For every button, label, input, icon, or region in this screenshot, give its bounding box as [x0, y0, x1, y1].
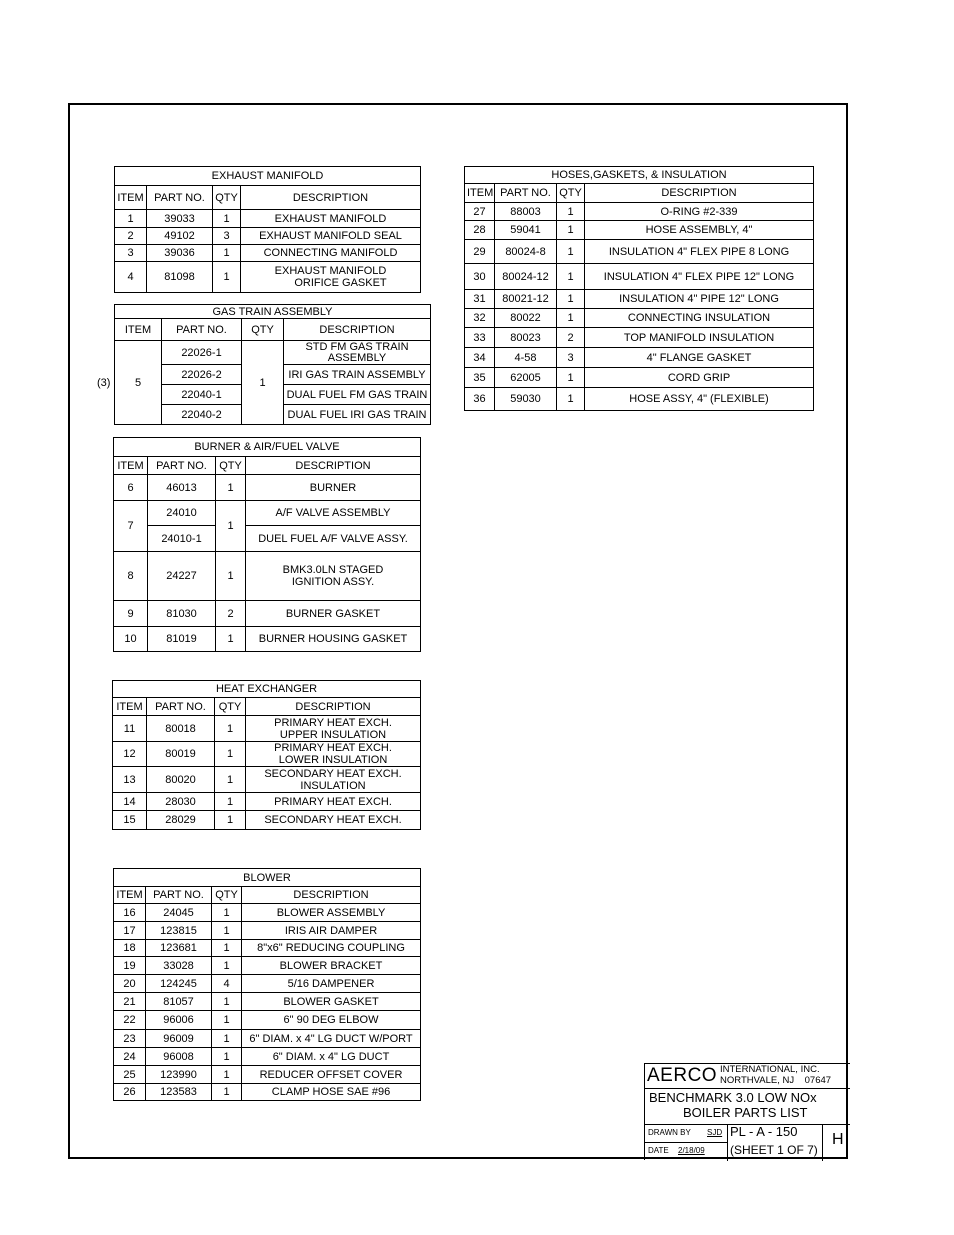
item-cell: 28 — [465, 221, 495, 240]
drawn-by-value: SJD — [707, 1128, 723, 1137]
col-header-item: ITEM — [115, 319, 162, 341]
part-cell: 96009 — [146, 1030, 212, 1048]
item-cell: 22 — [114, 1011, 146, 1030]
table-row — [115, 245, 421, 262]
table-row — [465, 388, 814, 411]
part-cell: 28030 — [147, 793, 215, 811]
table-row — [114, 526, 421, 552]
desc-cell: CONNECTING INSULATION — [585, 309, 814, 328]
desc-cell: 6" 90 DEG ELBOW — [242, 1011, 421, 1030]
desc-cell — [241, 262, 421, 293]
company-address — [720, 1064, 831, 1086]
heat-exchanger-table — [112, 680, 421, 830]
col-header-desc: DESCRIPTION — [246, 457, 421, 475]
qty-cell: 1 — [212, 1011, 242, 1030]
table-row — [465, 309, 814, 328]
drawn-by-label: DRAWN BY — [648, 1128, 691, 1137]
table-title: HEAT EXCHANGER — [113, 681, 421, 698]
col-header-desc: DESCRIPTION — [242, 887, 421, 904]
item-cell: 26 — [114, 1084, 146, 1101]
part-cell: 80022 — [495, 309, 557, 328]
desc-cell: REDUCER OFFSET COVER — [242, 1066, 421, 1084]
part-cell: 80019 — [147, 742, 215, 767]
drawing-title-line-1: BENCHMARK 3.0 LOW NOx — [649, 1090, 817, 1105]
col-header-desc: DESCRIPTION — [246, 698, 421, 716]
date-label: DATE — [648, 1146, 669, 1155]
item-cell: 15 — [113, 811, 147, 830]
qty-cell: 1 — [213, 245, 241, 262]
desc-cell — [246, 716, 421, 742]
col-header-qty: QTY — [216, 457, 246, 475]
part-cell: 80021-12 — [495, 290, 557, 309]
desc-cell: INSULATION 4" FLEX PIPE 12" LONG — [585, 264, 814, 290]
part-cell: 80020 — [147, 767, 215, 793]
part-cell: 4-58 — [495, 348, 557, 368]
desc-cell: O-RING #2-339 — [585, 203, 814, 221]
col-header-qty: QTY — [212, 887, 242, 904]
table-row — [465, 290, 814, 309]
desc-cell: EXHAUST MANIFOLD — [241, 210, 421, 228]
qty-cell: 1 — [557, 240, 585, 264]
qty-cell: 1 — [557, 309, 585, 328]
title-block-company-row — [645, 1064, 850, 1089]
desc-cell: CONNECTING MANIFOLD — [241, 245, 421, 262]
table-row — [114, 475, 421, 501]
desc-line: PRIMARY HEAT EXCH. — [274, 742, 392, 754]
part-cell: 96006 — [146, 1011, 212, 1030]
part-cell: 123990 — [146, 1066, 212, 1084]
desc-line: ORIFICE GASKET — [294, 277, 387, 289]
part-cell: 62005 — [495, 368, 557, 388]
desc-cell: BLOWER BRACKET — [242, 957, 421, 975]
desc-cell: 6" DIAM. x 4" LG DUCT — [242, 1048, 421, 1066]
part-cell: 59030 — [495, 388, 557, 411]
desc-cell: CORD GRIP — [585, 368, 814, 388]
table-row — [465, 221, 814, 240]
table-row — [114, 1066, 421, 1084]
title-block — [644, 1063, 850, 1160]
part-cell: 81098 — [147, 262, 213, 293]
qty-cell: 1 — [242, 341, 284, 425]
qty-cell: 4 — [212, 975, 242, 993]
desc-cell: A/F VALVE ASSEMBLY — [246, 501, 421, 526]
drawing-title-line-2: BOILER PARTS LIST — [683, 1105, 808, 1120]
table-row — [115, 262, 421, 293]
qty-cell: 1 — [213, 262, 241, 293]
burner-table — [113, 437, 421, 652]
part-cell: 39036 — [147, 245, 213, 262]
table-row — [465, 348, 814, 368]
hoses-table — [464, 166, 814, 411]
qty-cell: 1 — [212, 940, 242, 957]
item-cell: 31 — [465, 290, 495, 309]
table-row — [113, 793, 421, 811]
desc-line: STD FM GAS TRAIN — [305, 340, 409, 353]
part-cell: 123681 — [146, 940, 212, 957]
item-cell: 1 — [115, 210, 147, 228]
title-block-info-row — [645, 1124, 850, 1161]
part-cell: 80024-12 — [495, 264, 557, 290]
part-cell: 81030 — [148, 601, 216, 627]
qty-cell: 3 — [213, 228, 241, 245]
part-cell: 88003 — [495, 203, 557, 221]
item-cell: 19 — [114, 957, 146, 975]
item-cell: 24 — [114, 1048, 146, 1066]
desc-cell: 6" DIAM. x 4" LG DUCT W/PORT — [242, 1030, 421, 1048]
qty-cell: 1 — [215, 793, 246, 811]
col-header-part: PART NO. — [147, 186, 213, 210]
table-row — [113, 742, 421, 767]
col-header-part: PART NO. — [147, 698, 215, 716]
part-cell: 33028 — [146, 957, 212, 975]
desc-cell: EXHAUST MANIFOLD SEAL — [241, 228, 421, 245]
note-marker: (3) — [97, 377, 111, 389]
part-cell: 49102 — [147, 228, 213, 245]
part-cell: 81019 — [148, 627, 216, 652]
part-cell: 124245 — [146, 975, 212, 993]
qty-cell: 1 — [557, 203, 585, 221]
divider — [645, 1142, 727, 1143]
table-row — [114, 1084, 421, 1101]
item-cell: 4 — [115, 262, 147, 293]
item-cell: 5 — [115, 341, 162, 425]
qty-cell: 1 — [212, 993, 242, 1011]
blower-table — [113, 868, 421, 1101]
part-cell: 123815 — [146, 922, 212, 940]
part-cell: 24045 — [146, 904, 212, 922]
desc-cell: HOSE ASSY, 4" (FLEXIBLE) — [585, 388, 814, 411]
sheet-number: (SHEET 1 OF 7) — [730, 1143, 818, 1157]
qty-cell: 1 — [557, 388, 585, 411]
item-cell: 11 — [113, 716, 147, 742]
table-row — [465, 264, 814, 290]
table-row — [465, 240, 814, 264]
qty-cell: 1 — [215, 811, 246, 830]
date-value: 2/18/09 — [678, 1146, 705, 1155]
part-cell: 81057 — [146, 993, 212, 1011]
desc-cell: 4" FLANGE GASKET — [585, 348, 814, 368]
table-title: BLOWER — [114, 869, 421, 887]
qty-cell: 1 — [216, 552, 246, 601]
col-header-item: ITEM — [113, 698, 147, 716]
item-cell: 2 — [115, 228, 147, 245]
qty-cell: 1 — [557, 290, 585, 309]
item-cell: 35 — [465, 368, 495, 388]
desc-cell: CLAMP HOSE SAE #96 — [242, 1084, 421, 1101]
table-row — [114, 1011, 421, 1030]
item-cell: 34 — [465, 348, 495, 368]
desc-cell — [246, 767, 421, 793]
qty-cell: 2 — [216, 601, 246, 627]
part-cell: 22040-1 — [162, 385, 242, 405]
desc-cell: TOP MANIFOLD INSULATION — [585, 328, 814, 348]
table-row — [115, 341, 431, 365]
item-cell: 16 — [114, 904, 146, 922]
table-row — [114, 627, 421, 652]
desc-cell: DUAL FUEL FM GAS TRAIN — [284, 385, 431, 405]
col-header-part: PART NO. — [162, 319, 242, 341]
item-cell: 9 — [114, 601, 148, 627]
part-cell: 123583 — [146, 1084, 212, 1101]
desc-cell: BURNER HOUSING GASKET — [246, 627, 421, 652]
qty-cell: 2 — [557, 328, 585, 348]
col-header-qty: QTY — [557, 184, 585, 203]
table-title: EXHAUST MANIFOLD — [115, 167, 421, 186]
desc-cell: DUEL FUEL A/F VALVE ASSY. — [246, 526, 421, 552]
desc-line: IGNITION ASSY. — [291, 576, 375, 588]
qty-cell: 1 — [557, 368, 585, 388]
desc-cell — [246, 742, 421, 767]
part-cell: 22026-2 — [162, 365, 242, 385]
desc-cell: BURNER — [246, 475, 421, 501]
desc-cell: IRIS AIR DAMPER — [242, 922, 421, 940]
item-cell: 18 — [114, 940, 146, 957]
table-title: HOSES,GASKETS, & INSULATION — [465, 167, 814, 184]
desc-line: SECONDARY HEAT EXCH. — [264, 767, 402, 780]
desc-line: UPPER INSULATION — [279, 728, 387, 741]
divider — [822, 1124, 823, 1161]
qty-cell: 1 — [212, 1030, 242, 1048]
table-row — [113, 716, 421, 742]
table-row — [465, 203, 814, 221]
col-header-part: PART NO. — [146, 887, 212, 904]
company-line-1: INTERNATIONAL, INC. — [720, 1064, 820, 1075]
qty-cell: 1 — [216, 627, 246, 652]
part-cell: 96008 — [146, 1048, 212, 1066]
table-row — [114, 904, 421, 922]
item-cell: 14 — [113, 793, 147, 811]
item-cell: 30 — [465, 264, 495, 290]
col-header-item: ITEM — [114, 887, 146, 904]
qty-cell: 1 — [215, 742, 246, 767]
part-cell: 59041 — [495, 221, 557, 240]
desc-line: INSULATION — [300, 779, 366, 792]
gas-train-table — [114, 304, 431, 425]
part-cell: 80024-8 — [495, 240, 557, 264]
col-header-desc: DESCRIPTION — [585, 184, 814, 203]
col-header-desc: DESCRIPTION — [284, 319, 431, 341]
item-cell: 25 — [114, 1066, 146, 1084]
table-row — [114, 993, 421, 1011]
desc-line: ASSEMBLY — [327, 351, 387, 364]
col-header-item: ITEM — [115, 186, 147, 210]
table-row — [114, 940, 421, 957]
company-logo: AERCO — [647, 1065, 718, 1086]
table-row — [114, 922, 421, 940]
table-row — [114, 1048, 421, 1066]
desc-line: EXHAUST MANIFOLD — [274, 265, 387, 277]
qty-cell: 1 — [212, 1066, 242, 1084]
item-cell: 33 — [465, 328, 495, 348]
qty-cell: 1 — [213, 210, 241, 228]
qty-cell: 1 — [215, 767, 246, 793]
col-header-part: PART NO. — [495, 184, 557, 203]
qty-cell: 1 — [212, 1048, 242, 1066]
qty-cell: 1 — [216, 501, 246, 552]
desc-cell — [284, 341, 431, 365]
desc-line: BMK3.0LN STAGED — [282, 564, 384, 576]
table-title: BURNER & AIR/FUEL VALVE — [114, 438, 421, 457]
table-title: GAS TRAIN ASSEMBLY — [115, 305, 431, 319]
item-cell: 17 — [114, 922, 146, 940]
col-header-qty: QTY — [213, 186, 241, 210]
table-row — [113, 811, 421, 830]
qty-cell: 1 — [557, 221, 585, 240]
desc-cell: 8"x6" REDUCING COUPLING — [242, 940, 421, 957]
desc-cell: 5/16 DAMPENER — [242, 975, 421, 993]
item-cell: 21 — [114, 993, 146, 1011]
table-row — [114, 975, 421, 993]
item-cell: 23 — [114, 1030, 146, 1048]
desc-cell: SECONDARY HEAT EXCH. — [246, 811, 421, 830]
item-cell: 29 — [465, 240, 495, 264]
table-row — [114, 1030, 421, 1048]
part-cell: 46013 — [148, 475, 216, 501]
item-cell: 10 — [114, 627, 148, 652]
desc-cell: PRIMARY HEAT EXCH. — [246, 793, 421, 811]
col-header-part: PART NO. — [148, 457, 216, 475]
table-row — [114, 552, 421, 601]
desc-cell: BLOWER ASSEMBLY — [242, 904, 421, 922]
table-row — [113, 767, 421, 793]
desc-cell: BLOWER GASKET — [242, 993, 421, 1011]
part-cell: 39033 — [147, 210, 213, 228]
qty-cell: 3 — [557, 348, 585, 368]
table-row — [465, 368, 814, 388]
desc-cell: HOSE ASSEMBLY, 4" — [585, 221, 814, 240]
desc-line: LOWER INSULATION — [278, 754, 388, 766]
col-header-qty: QTY — [215, 698, 246, 716]
col-header-item: ITEM — [465, 184, 495, 203]
desc-line: PRIMARY HEAT EXCH. — [274, 716, 392, 729]
divider — [727, 1124, 728, 1161]
part-cell: 80018 — [147, 716, 215, 742]
part-cell: 24010 — [148, 501, 216, 526]
part-cell: 28029 — [147, 811, 215, 830]
hoses-rows — [465, 203, 814, 411]
item-cell: 12 — [113, 742, 147, 767]
part-cell: 80023 — [495, 328, 557, 348]
qty-cell: 1 — [212, 904, 242, 922]
part-cell: 24010-1 — [148, 526, 216, 552]
desc-cell: INSULATION 4" PIPE 12" LONG — [585, 290, 814, 309]
desc-cell: INSULATION 4" FLEX PIPE 8 LONG — [585, 240, 814, 264]
col-header-desc: DESCRIPTION — [241, 186, 421, 210]
table-row — [114, 957, 421, 975]
qty-cell: 1 — [216, 475, 246, 501]
desc-cell — [246, 552, 421, 601]
qty-cell: 1 — [212, 1084, 242, 1101]
table-row — [465, 328, 814, 348]
desc-cell: DUAL FUEL IRI GAS TRAIN — [284, 405, 431, 425]
item-cell: 20 — [114, 975, 146, 993]
desc-cell: BURNER GASKET — [246, 601, 421, 627]
table-row — [115, 228, 421, 245]
drawing-number: PL - A - 150 — [730, 1124, 798, 1139]
table-row — [114, 601, 421, 627]
title-block-title-row — [645, 1088, 850, 1125]
item-cell: 7 — [114, 501, 148, 552]
part-cell: 24227 — [148, 552, 216, 601]
desc-cell: IRI GAS TRAIN ASSEMBLY — [284, 365, 431, 385]
part-cell: 22026-1 — [162, 341, 242, 365]
qty-cell: 1 — [212, 957, 242, 975]
item-cell: 8 — [114, 552, 148, 601]
item-cell: 13 — [113, 767, 147, 793]
item-cell: 27 — [465, 203, 495, 221]
table-row — [115, 210, 421, 228]
qty-cell: 1 — [212, 922, 242, 940]
table-row — [114, 501, 421, 526]
item-cell: 6 — [114, 475, 148, 501]
item-cell: 36 — [465, 388, 495, 411]
item-cell: 3 — [115, 245, 147, 262]
company-line-2: NORTHVALE, NJ 07647 — [720, 1075, 832, 1086]
blower-rows — [114, 904, 421, 1101]
col-header-item: ITEM — [114, 457, 148, 475]
col-header-qty: QTY — [242, 319, 284, 341]
qty-cell: 1 — [215, 716, 246, 742]
exhaust-manifold-table — [114, 166, 421, 293]
revision-letter: H — [832, 1131, 844, 1148]
part-cell: 22040-2 — [162, 405, 242, 425]
qty-cell: 1 — [557, 264, 585, 290]
item-cell: 32 — [465, 309, 495, 328]
